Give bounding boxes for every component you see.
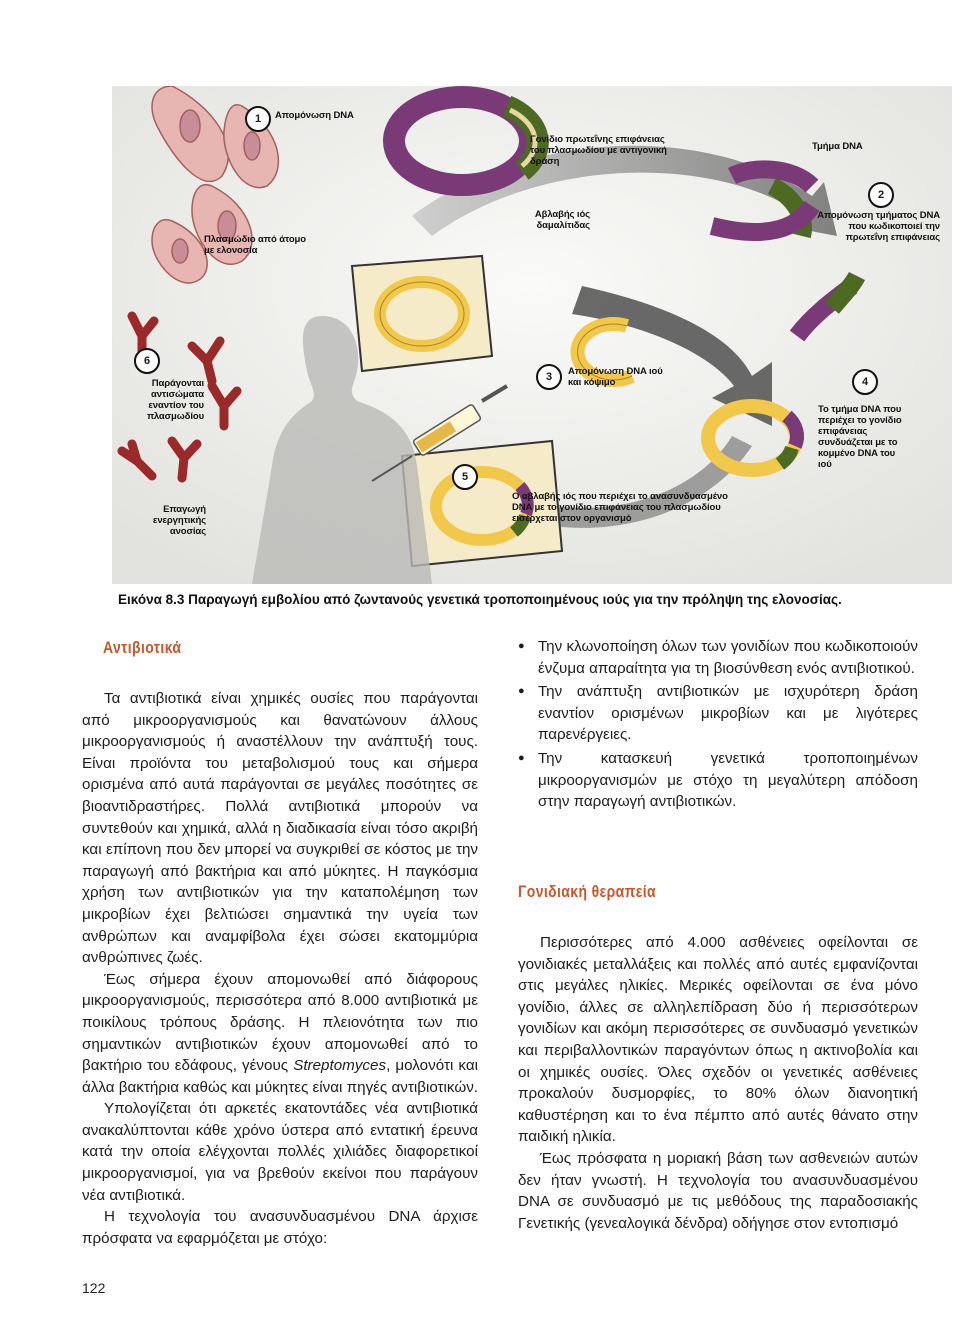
- gene-therapy-paragraph-1: Περισσότερες από 4.000 ασθένειες οφείλονται σε γονιδιακές μεταλλάξεις και πολλές από αυτές εμφανίζονται στις μεγάλες ηλικίες. Μερικές οφείλονται σε ένα μόνο γονίδιο, άλλες σε αλληλεπίδραση δύο ή περισσότερων γονιδίων και ακόμη περισσότερες σε συνδυασμό γενετικών και περιβαλλοντικών παραγόντων όπως η ακτινοβολία και οι χημικές ουσίες. Όλες σχεδόν οι γενετικές ασθένειες προκαλούν δυσμορφίες, το 80% όλων διανοητική καθυστέρηση και το ένα πέμπτο από αυτές θάνατο στην παιδική ηλικία.: [518, 934, 918, 1146]
- gene-therapy-paragraph-2: Έως πρόσφατα η μοριακή βάση των ασθενειών αυτών δεν ήταν γνωστή. Η τεχνολογία του ανασυνδυασμένου DNA σε συνδυασμό με τις μεθόδους της παραδοσιακής Γενετικής (γενεαλογικά δένδρα) οδήγησε στον εντοπισμό: [518, 1149, 918, 1232]
- label-vaccinia: Αβλαβής ιός δαμαλίτιδας: [534, 209, 590, 231]
- right-column-bullets: [518, 636, 918, 815]
- step-6-badge: 6: [134, 348, 160, 374]
- label-plasmodium-person: Πλασμώδιο από άτομο με ελονοσία: [204, 234, 306, 256]
- heading-gene-therapy: Γονιδιακή θεραπεία: [518, 882, 657, 901]
- heading-antibiotics: Αντιβιοτικά: [103, 638, 182, 657]
- antibiotics-paragraph-4: Η τεχνολογία του ανασυνδυασμένου DNA άρχισε πρόσφατα να εφαρμόζεται με στόχο:: [82, 1208, 478, 1247]
- antibiotics-paragraph-2: Έως σήμερα έχουν απομονωθεί από διάφορους μικροοργανισμούς, περισσότερα από 8.000 αντιβιοτικά με ποικίλους τρόπους δράσης. Η πλειονότητα των πιο σημαντικών αντιβιοτικών έχουν απομονωθεί από το βακτήριο του εδάφους, γένους Streptomyces, μολονότι και άλλα βακτήρια καθώς και μύκητες είναι πηγές αντιβιοτικών.: [82, 970, 479, 1096]
- vaccinia-virus-top: [352, 256, 492, 371]
- step-5-badge: 5: [452, 464, 478, 490]
- label-combine: Το τμήμα DNA που περιέχει το γονίδιο επιφάνειας συνδυάζεται με το κομμένο DNA του ιού: [818, 404, 902, 470]
- label-surface-gene: Γονίδιο πρωτεΐνης επιφάνειας του πλασμωδίου με αντιγονική δράση: [530, 134, 667, 167]
- label-dna-segment: Τμήμα DNA: [812, 141, 863, 152]
- antibiotics-paragraph-1: Τα αντιβιοτικά είναι χημικές ουσίες που παράγονται από μικροοργανισμούς και θανατώνουν άλλους μικροοργανισμούς ή αναστέλλουν την ανάπτυξή τους. Είναι προϊόντα του μεταβολισμού τους και σήμερα ορισμένα από αυτά παράγονται σε μεγάλες ποσότητες σε βιοαντιδραστήρες. Πολλά αντιβιοτικά μπορούν να συντεθούν και χημικά, αλλά η διαδικασία είναι τόσο ακριβή και επίπονη που δεν μπορεί να συγκριθεί σε κόστος με την παραγωγή από βακτήρια και από μύκητες. Η παγκόσμια χρήση των αντιβιοτικών για την καταπολέμηση των μικροβίων έχει βελτιώσει σημαντικά την υγεία των ανθρώπων και αναμφίβολα έχει σώσει εκατομμύρια ανθρώπινες ζωές.: [82, 690, 478, 967]
- label-active-immunity: Επαγωγή ενεργητικής ανοσίας: [152, 504, 206, 537]
- antibiotics-paragraph-3: Υπολογίζεται ότι αρκετές εκατοντάδες νέα αντιβιοτικά ανακαλύπτονται κάθε χρόνο ύστερα από εντατική έρευνα κατά την οποία ελέγχονται πολλές χιλιάδες διαφορετικοί μικροοργανισμοί, για να βρεθούν εκείνοι που παράγουν νέα αντιβιοτικά.: [82, 1100, 478, 1204]
- list-item: ● Την κατασκευή γενετικά τροποποιημένων μικροοργανισμών με στόχο τη μεγαλύτερη απόδοση στην παραγωγή αντιβιοτικών.: [518, 748, 918, 813]
- step-1-badge: 1: [245, 106, 271, 132]
- list-item: ● Την ανάπτυξη αντιβιοτικών με ισχυρότερη δράση εναντίον ορισμένων μικροβίων και με λιγότερες παρενέργειες.: [518, 681, 918, 746]
- step-3-badge: 3: [536, 364, 562, 390]
- figure-vaccine-production: [112, 86, 952, 584]
- label-isolate-virus-dna: Απομόνωση DNA ιού και κόψιμο: [568, 366, 663, 388]
- label-isolate-dna: Απομόνωση DNA: [275, 110, 354, 121]
- left-column: [82, 688, 478, 1249]
- right-column-text: [518, 932, 918, 1234]
- step-2-badge: 2: [868, 182, 894, 208]
- label-recombinant-virus: Ο αβλαβής ιός που περιέχει το ανασυνδυασμένο DNA με το γονίδιο επιφάνειας του πλασμωδίου εισέρχεται στον οργανισμό: [512, 491, 728, 524]
- label-antibodies: Παράγονται αντισώματα εναντίον του πλασμωδίου: [147, 378, 204, 422]
- step-4-badge: 4: [852, 369, 878, 395]
- label-isolate-segment: Απομόνωση τμήματος DNA που κωδικοποιεί την πρωτεΐνη επιφάνειας: [817, 210, 940, 243]
- figure-caption: Εικόνα 8.3 Παραγωγή εμβολίου από ζωντανούς γενετικά τροποποιημένους ιούς για την πρόληψη της ελονοσίας.: [118, 592, 842, 607]
- list-item: ● Την κλωνοποίηση όλων των γονιδίων που κωδικοποιούν ένζυμα απαραίτητα για τη βιοσύνθεση ενός αντιβιοτικού.: [518, 636, 918, 679]
- goals-list: [518, 636, 918, 813]
- page-number: 122: [82, 1280, 106, 1296]
